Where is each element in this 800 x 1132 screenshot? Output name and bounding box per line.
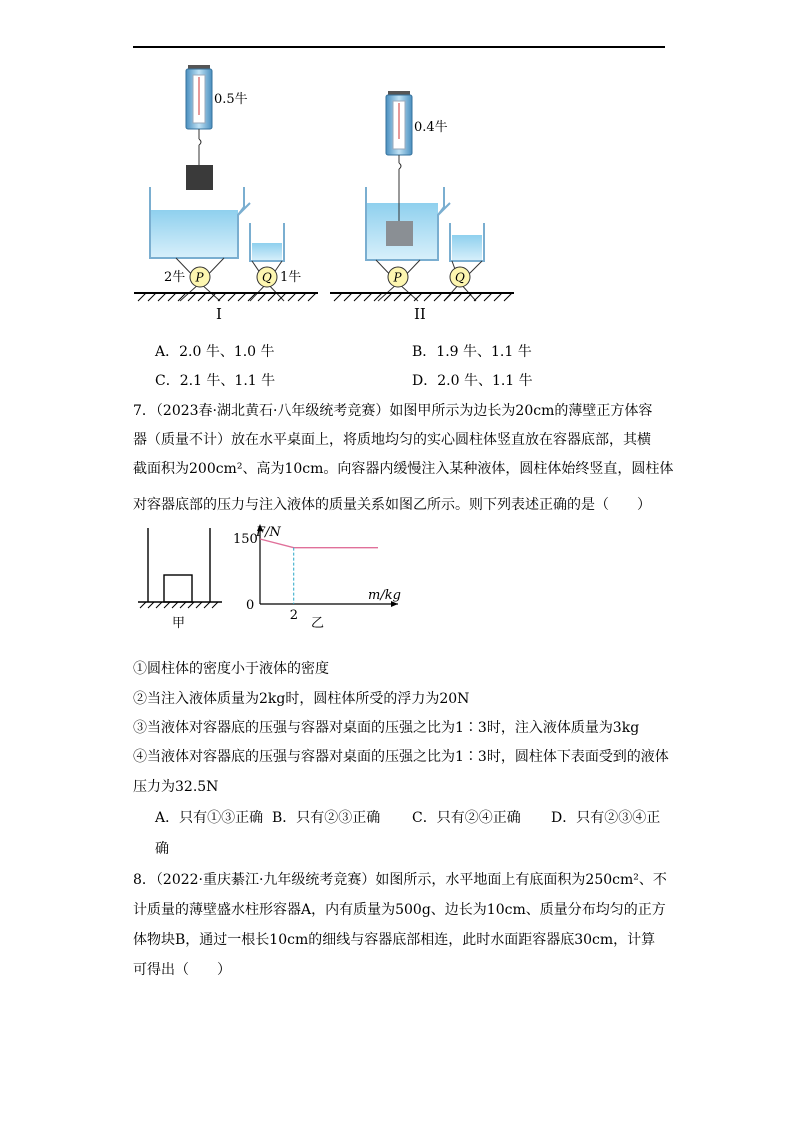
origin-label: 0 bbox=[246, 598, 255, 613]
q6-figure bbox=[120, 55, 540, 325]
q6-option-a: A．2.0 牛、1.0 牛 bbox=[155, 344, 275, 360]
q7-line-1: 7．（2023春·湖北黄石·八年级统考竞赛）如图甲所示为边长为20cm的薄壁正方体容 bbox=[133, 403, 653, 419]
q7-option-b: B．只有②③正确 bbox=[272, 810, 381, 826]
beaker-1 bbox=[250, 223, 284, 261]
scale2-reading: 0.4牛 bbox=[414, 120, 448, 135]
q7-statement-4: ④当液体对容器底的压强与容器对桌面的压强之比为1∶3时，圆柱体下表面受到的液体 bbox=[133, 749, 669, 765]
q7-statement-4-cont: 压力为32.5N bbox=[133, 779, 219, 795]
fig-label-jia: 甲 bbox=[172, 616, 186, 631]
spring-scale-1 bbox=[186, 65, 212, 145]
q-reading: 1牛 bbox=[280, 270, 302, 285]
block-1 bbox=[186, 165, 213, 190]
fig-label-yi: 乙 bbox=[311, 616, 325, 631]
beaker-2 bbox=[450, 223, 484, 261]
q8-line-3: 体物块B，通过一根长10cm的细线与容器底部相连，此时水面距容器底30cm，计算 bbox=[133, 932, 656, 948]
q8-line-1: 8．（2022·重庆綦江·九年级统考竞赛）如图所示，水平地面上有底面积为250cm²、不 bbox=[133, 872, 667, 888]
ground-2 bbox=[330, 293, 514, 301]
p-label-1: P bbox=[195, 270, 204, 285]
q7-option-c: C．只有②④正确 bbox=[412, 810, 521, 826]
q7-option-a: A．只有①③正确 bbox=[155, 810, 264, 826]
y-tick-label: 150 bbox=[233, 532, 258, 547]
series-line bbox=[260, 539, 378, 548]
caption-1: I bbox=[216, 305, 222, 323]
p-label-2: P bbox=[393, 270, 402, 285]
y-axis-label: F/N bbox=[256, 525, 281, 540]
q7-option-d: D．只有②③④正 bbox=[551, 810, 661, 826]
q7-statement-3: ③当液体对容器底的压强与容器对桌面的压强之比为1∶3时，注入液体质量为3kg bbox=[133, 720, 640, 736]
caption-2: II bbox=[414, 305, 426, 323]
p-reading: 2牛 bbox=[164, 270, 186, 285]
q7-statement-2: ②当注入液体质量为2kg时，圆柱体所受的浮力为20N bbox=[133, 691, 470, 707]
q7-figure bbox=[130, 520, 420, 635]
q6-option-d: D．2.0 牛、1.1 牛 bbox=[412, 373, 533, 389]
q-label-1: Q bbox=[262, 270, 272, 285]
overflow-container-1 bbox=[150, 187, 250, 258]
q8-line-2: 计质量的薄壁盛水柱形容器A，内有质量为500g、边长为10cm、质量分布均匀的正方 bbox=[133, 902, 666, 918]
container-jia bbox=[138, 528, 222, 608]
q7-line-4: 对容器底部的压力与注入液体的质量关系如图乙所示。则下列表述正确的是（ ） bbox=[133, 497, 651, 513]
q8-line-4: 可得出（ ） bbox=[133, 962, 231, 978]
q7-statement-1: ①圆柱体的密度小于液体的密度 bbox=[133, 661, 329, 677]
scale-p-2 bbox=[376, 260, 420, 301]
q7-line-2: 器（质量不计）放在水平桌面上，将质地均匀的实心圆柱体竖直放在容器底部，其横 bbox=[133, 432, 651, 448]
q6-option-b: B．1.9 牛、1.1 牛 bbox=[412, 344, 532, 360]
q-label-2: Q bbox=[455, 270, 465, 285]
block-2 bbox=[386, 221, 413, 246]
header-rule bbox=[133, 46, 665, 48]
x-tick-label: 2 bbox=[289, 608, 298, 623]
x-axis-label: m/kg bbox=[368, 588, 401, 603]
cylinder bbox=[164, 575, 192, 602]
spring-scale-2 bbox=[386, 91, 412, 169]
q7-line-3: 截面积为200cm²、高为10cm。向容器内缓慢注入某种液体，圆柱体始终竖直，圆柱体 bbox=[133, 461, 674, 477]
scale-q-1 bbox=[250, 261, 284, 301]
scale1-reading: 0.5牛 bbox=[214, 92, 248, 107]
q7-option-d-cont: 确 bbox=[155, 841, 169, 857]
ground-1 bbox=[134, 293, 318, 301]
q6-option-c: C．2.1 牛、1.1 牛 bbox=[155, 373, 276, 389]
